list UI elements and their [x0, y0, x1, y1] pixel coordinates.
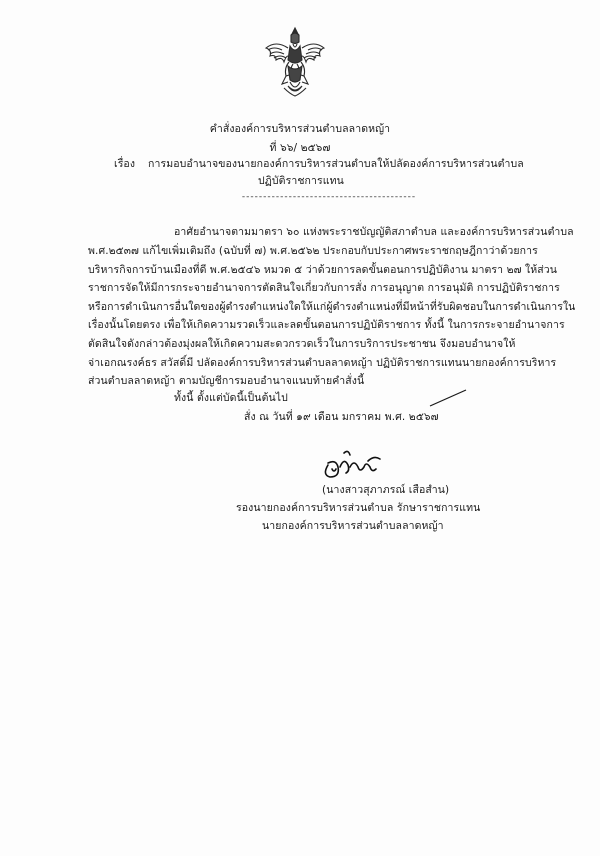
garuda-emblem-icon — [262, 26, 328, 98]
signatory-position-2: นายกองค์การบริหารส่วนตำบลลาดหญ้า — [262, 520, 444, 532]
separator-line: ----------------------------------------- — [241, 192, 417, 202]
signatory-position-1: รองนายกองค์การบริหารส่วนตำบล รักษาราชการแทน — [236, 502, 481, 514]
order-title: คำสั่งองค์การบริหารส่วนตำบลลาดหญ้า — [209, 123, 391, 135]
effective-line: ทั้งนี้ ตั้งแต่บัดนี้เป็นต้นไป — [174, 392, 288, 404]
body-line-9: ส่วนตำบลลาดหญ้า ตามบัญชีการมอบอำนาจแนบท้ายคำสั่งนี้ — [88, 375, 365, 387]
body-line-5: หรือการดำเนินการอื่นใดของผู้ดำรงตำแหน่งใดให้แก่ผู้ดำรงตำแหน่งที่มีหน้าที่รับผิดชอบในการดำเนินการใน — [88, 301, 576, 313]
body-line-3: บริหารกิจการบ้านเมืองที่ดี พ.ศ.๒๕๔๖ หมวด ๕ ว่าด้วยการลดขั้นตอนการปฏิบัติงาน มาตรา ๒๗ ให้ส่วน — [88, 264, 558, 276]
subject-line-2: ปฏิบัติราชการแทน — [258, 175, 344, 187]
signatory-name: (นางสาวสุภาภรณ์ เสือสำน) — [322, 484, 450, 496]
date-line: สั่ง ณ วันที่ ๑๙ เดือน มกราคม พ.ศ. ๒๕๖๗ — [244, 411, 439, 423]
handwritten-signature-icon — [318, 447, 388, 481]
body-line-6: เรื่องนั้นโดยตรง เพื่อให้เกิดความรวดเร็วและลดขั้นตอนการปฏิบัติราชการ ทั้งนี้ ในการกระจายอำนาจการ — [88, 319, 565, 331]
date-pen-stroke-icon — [428, 388, 468, 408]
subject-label: เรื่อง — [114, 158, 136, 170]
order-number: ที่ ๖๖/ ๒๕๖๗ — [269, 142, 331, 154]
body-line-4: ราชการจัดให้มีการกระจายอำนาจการตัดสินใจเกี่ยวกับการสั่ง การอนุญาต การอนุมัติ การปฏิบัติราชการ — [88, 282, 560, 294]
body-line-8: จ่าเอกณรงค์ธร สวัสดิ์มี ปลัดองค์การบริหารส่วนตำบลลาดหญ้า ปฏิบัติราชการแทนนายกองค์การบริหาร — [88, 357, 557, 369]
body-line-1: อาศัยอำนาจตามมาตรา ๖๐ แห่งพระราชบัญญัติสภาตำบล และองค์การบริหารส่วนตำบล — [174, 226, 574, 238]
subject-line-1: การมอบอำนาจของนายกองค์การบริหารส่วนตำบลให้ปลัดองค์การบริหารส่วนตำบล — [148, 158, 524, 170]
body-line-2: พ.ศ.๒๕๓๗ แก้ไขเพิ่มเติมถึง (ฉบับที่ ๗) พ.ศ.๒๕๖๒ ประกอบกับประกาศพระราชกฤษฎีกาว่าด้วยการ — [88, 245, 538, 257]
body-line-7: ตัดสินใจดังกล่าวต้องมุ่งผลให้เกิดความสะดวกรวดเร็วในการบริการประชาชน จึงมอบอำนาจให้ — [88, 338, 516, 350]
